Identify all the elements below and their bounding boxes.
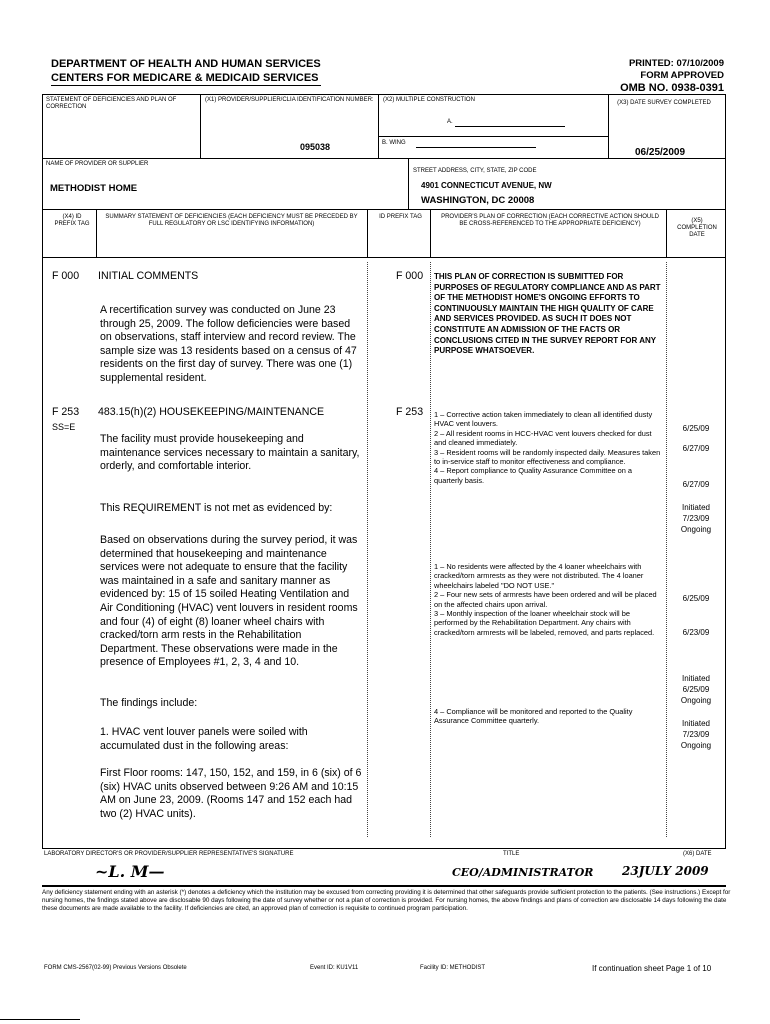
box1-bottom-border [42,158,726,159]
x3-value: 06/25/2009 [635,147,686,158]
signature: ~L. M— [95,862,165,881]
completion-date: 6/25/09 [682,594,710,603]
left-border [42,94,43,848]
completion-date: 6/23/09 [682,628,710,637]
box1-divider-1 [200,94,201,158]
col-divider-1 [96,209,97,257]
disclaimer: Any deficiency statement ending with an asterisk (*) denotes a deficiency which the institution may be excused from correcting providing it is determined that other safeguards provide sufficient protection to the patients. (See instructions.) Except for nursing homes, the findings stated above are disclosable 90 days following the date of survey whether or not a plan of correction is provided. For nursing homes, the above findings and plans of correction are disclosable 14 days following the date these documents are made available to the facility. If deficiencies are cited, an approved plan of correction is requisite to continued program participation. [42,889,731,913]
completion-status: Initiated [681,503,711,512]
date-label: (X6) DATE [683,851,712,857]
completion-date: 6/27/09 [682,480,710,489]
col-divider-3 [430,209,431,257]
a-label: A. [447,119,453,125]
x1-value: 095038 [300,142,331,152]
box1-divider-3 [608,94,609,158]
col-guide-2 [430,262,431,837]
completion-status: Ongoing [680,696,712,705]
completion-date: 7/23/09 [682,514,710,523]
box-top-border [42,94,726,95]
f253-plan-tag: F 253 [396,406,424,418]
page-number: If continuation sheet Page 1 of 10 [592,964,712,973]
title-value: CEO/ADMINISTRATOR [452,866,594,879]
signature-date: 23JULY 2009 [622,864,709,878]
f253-tag: F 253 [52,406,80,418]
centers-name: CENTERS FOR MEDICARE & MEDICAID SERVICES [51,72,319,84]
f253-requirement: The facility must provide housekeeping and maintenance services necessary to maintain a sanitary, orderly, and comfortable interior. [100,433,360,473]
f253-plan-wheelchairs: 1 – No residents were affected by the 4 loaner wheelchairs with cracked/torn armrests as they were not distributed. The 4 loaner wheelchairs labeled "DO NOT USE." 2 – Four new sets of armrests have been ordered and will be placed on the affected chairs upon arrival. 3 – Monthly inspection of the loaner wheelchair stock will be performed by the Rehabilitation Department. Any chairs with cracked/torn armrests will be labeled, removed, and parts replaced. [434,562,657,637]
f000-tag: F 000 [52,270,80,282]
f253-not-met: This REQUIREMENT is not met as evidenced by: [100,502,333,514]
completion-status: Initiated [681,674,711,683]
dept-name: DEPARTMENT OF HEALTH AND HUMAN SERVICES [51,58,321,70]
omb-number: OMB NO. 0938-0391 [620,82,724,94]
address-line2: WASHINGTON, DC 20008 [421,195,535,206]
summary-header: SUMMARY STATEMENT OF DEFICIENCIES (EACH DEFICIENCY MUST BE PRECEDED BY FULL REGULATORY OR LSC IDENTIFYING INFORMATION) [105,214,358,227]
col-guide-3 [666,262,667,837]
form-meta [620,58,724,95]
address-line1: 4901 CONNECTICUT AVENUE, NW [421,181,552,190]
f253-severity: SS=E [52,422,76,432]
printed-date: PRINTED: 07/10/2009 [628,58,724,69]
page-edge-mark [0,1019,80,1020]
x4-header: (X4) ID PREFIX TAG [54,214,90,227]
f000-title: INITIAL COMMENTS [98,270,199,282]
completion-status: Ongoing [680,741,712,750]
box2-divider [408,158,409,209]
box2-bottom-border [42,209,726,210]
col-guide-1 [367,262,368,837]
box1-wing-border [378,136,608,137]
f253-title: 483.15(h)(2) HOUSEKEEPING/MAINTENANCE [98,406,325,418]
x3-label: (X3) DATE SURVEY COMPLETED [617,100,711,106]
f253-plan-hvac: 1 – Corrective action taken immediately to clean all identified dusty HVAC vent louvers. 2 – All resident rooms in HCC-HVAC vent louvers checked for dust and cleaned immediately. 3 – Resident rooms will be randomly inspected daily. Measures taken to in-service staff to monitor effectiveness and compliance. 4 – Report compliance to Quality Assurance Committee on a quarterly basis. [434,410,661,485]
facility-id: Facility ID: METHODIST [420,965,486,971]
signature-label: LABORATORY DIRECTOR'S OR PROVIDER/SUPPLIER REPRESENTATIVE'S SIGNATURE [44,851,294,857]
signature-row-top [42,848,726,849]
col-header-bottom-border [42,257,726,258]
x5-header: (X5) COMPLETION DATE [677,218,717,238]
completion-date: 6/27/09 [682,444,710,453]
col-divider-4 [666,209,667,257]
completion-date: 6/25/09 [682,424,710,433]
f253-finding-1-detail: First Floor rooms: 147, 150, 152, and 159, in 6 (six) of 6 (six) HVAC units observed between 9:26 AM and 10:15 AM on June 23, 2009. (Rooms 147 and 152 each had two (2) HVAC units). [100,767,362,820]
plan-header: PROVIDER'S PLAN OF CORRECTION (EACH CORRECTIVE ACTION SHOULD BE CROSS-REFERENCED TO THE APPROPRIATE DEFICIENCY) [441,214,659,227]
right-border [725,94,726,848]
f000-plan-tag: F 000 [396,270,424,282]
completion-date: 6/25/09 [682,685,710,694]
completion-status: Initiated [681,719,711,728]
form-approved: FORM APPROVED [640,70,724,81]
x2-label: (X2) MULTIPLE CONSTRUCTION [383,97,475,103]
f253-finding-1: 1. HVAC vent louver panels were soiled with accumulated dust in the following areas: [100,726,308,752]
address-label: STREET ADDRESS, CITY, STATE, ZIP CODE [413,168,537,174]
form-number: FORM CMS-2567(02-99) Previous Versions Obsolete [44,965,187,971]
completion-date: 7/23/09 [682,730,710,739]
completion-status: Ongoing [680,525,712,534]
box1-divider-2 [378,94,379,158]
title-label: TITLE [503,851,520,857]
x1-label: (X1) PROVIDER/SUPPLIER/CLIA IDENTIFICATION NUMBER: [205,97,374,103]
a-blank-line [455,126,565,127]
col-divider-2 [367,209,368,257]
provider-name-label: NAME OF PROVIDER OR SUPPLIER [46,161,149,167]
f253-findings-intro: The findings include: [100,697,198,709]
event-id: Event ID: KU1V11 [310,965,359,971]
signature-row-bottom [42,885,726,887]
statement-label: STATEMENT OF DEFICIENCIES AND PLAN OF CORRECTION [46,97,177,110]
f000-plan: THIS PLAN OF CORRECTION IS SUBMITTED FOR PURPOSES OF REGULATORY COMPLIANCE AND AS PART OF THE METHODIST HOME'S ONGOING EFFORTS TO CONTINUOUSLY MAINTAIN THE HIGH QUALITY OF CARE AND SERVICES PROVIDED. AS SUCH IT DOES NOT CONSTITUTE AN ADMISSION OF THE FACTS OR CONCLUSIONS CITED IN THE SURVEY REPORT FOR ANY PURPOSE WHATSOEVER. [434,272,661,356]
id-header: ID PREFIX TAG [379,214,422,220]
b-label: B. WING [382,140,406,146]
f253-plan-qa: 4 – Compliance will be monitored and reported to the Quality Assurance Committee quarterly. [434,707,633,726]
f253-observations: Based on observations during the survey period, it was determined that housekeeping and maintenance services were not adequate to ensure that the facility was maintained in a safe and sanitary manner as evidenced by: 15 of 15 soiled Heating Ventilation and Air Conditioning (HVAC) vent louvers in resident rooms and four (4) of eight (8) loaner wheel chairs with cracked/torn arm rests in the Rehabilitation Department. These observations were made in the presence of Employees #1, 2, 3, 4 and 10. [100,534,358,669]
agency-header [51,57,321,86]
b-blank-line [416,147,536,148]
provider-name-value: METHODIST HOME [50,183,138,194]
f000-body: A recertification survey was conducted on June 23 through 25, 2009. The follow deficiencies were based on observations, staff interview and record review. The sample size was 13 residents based on a census of 47 residents on the first day of survey. There was one (1) supplemental resident. [100,304,357,384]
